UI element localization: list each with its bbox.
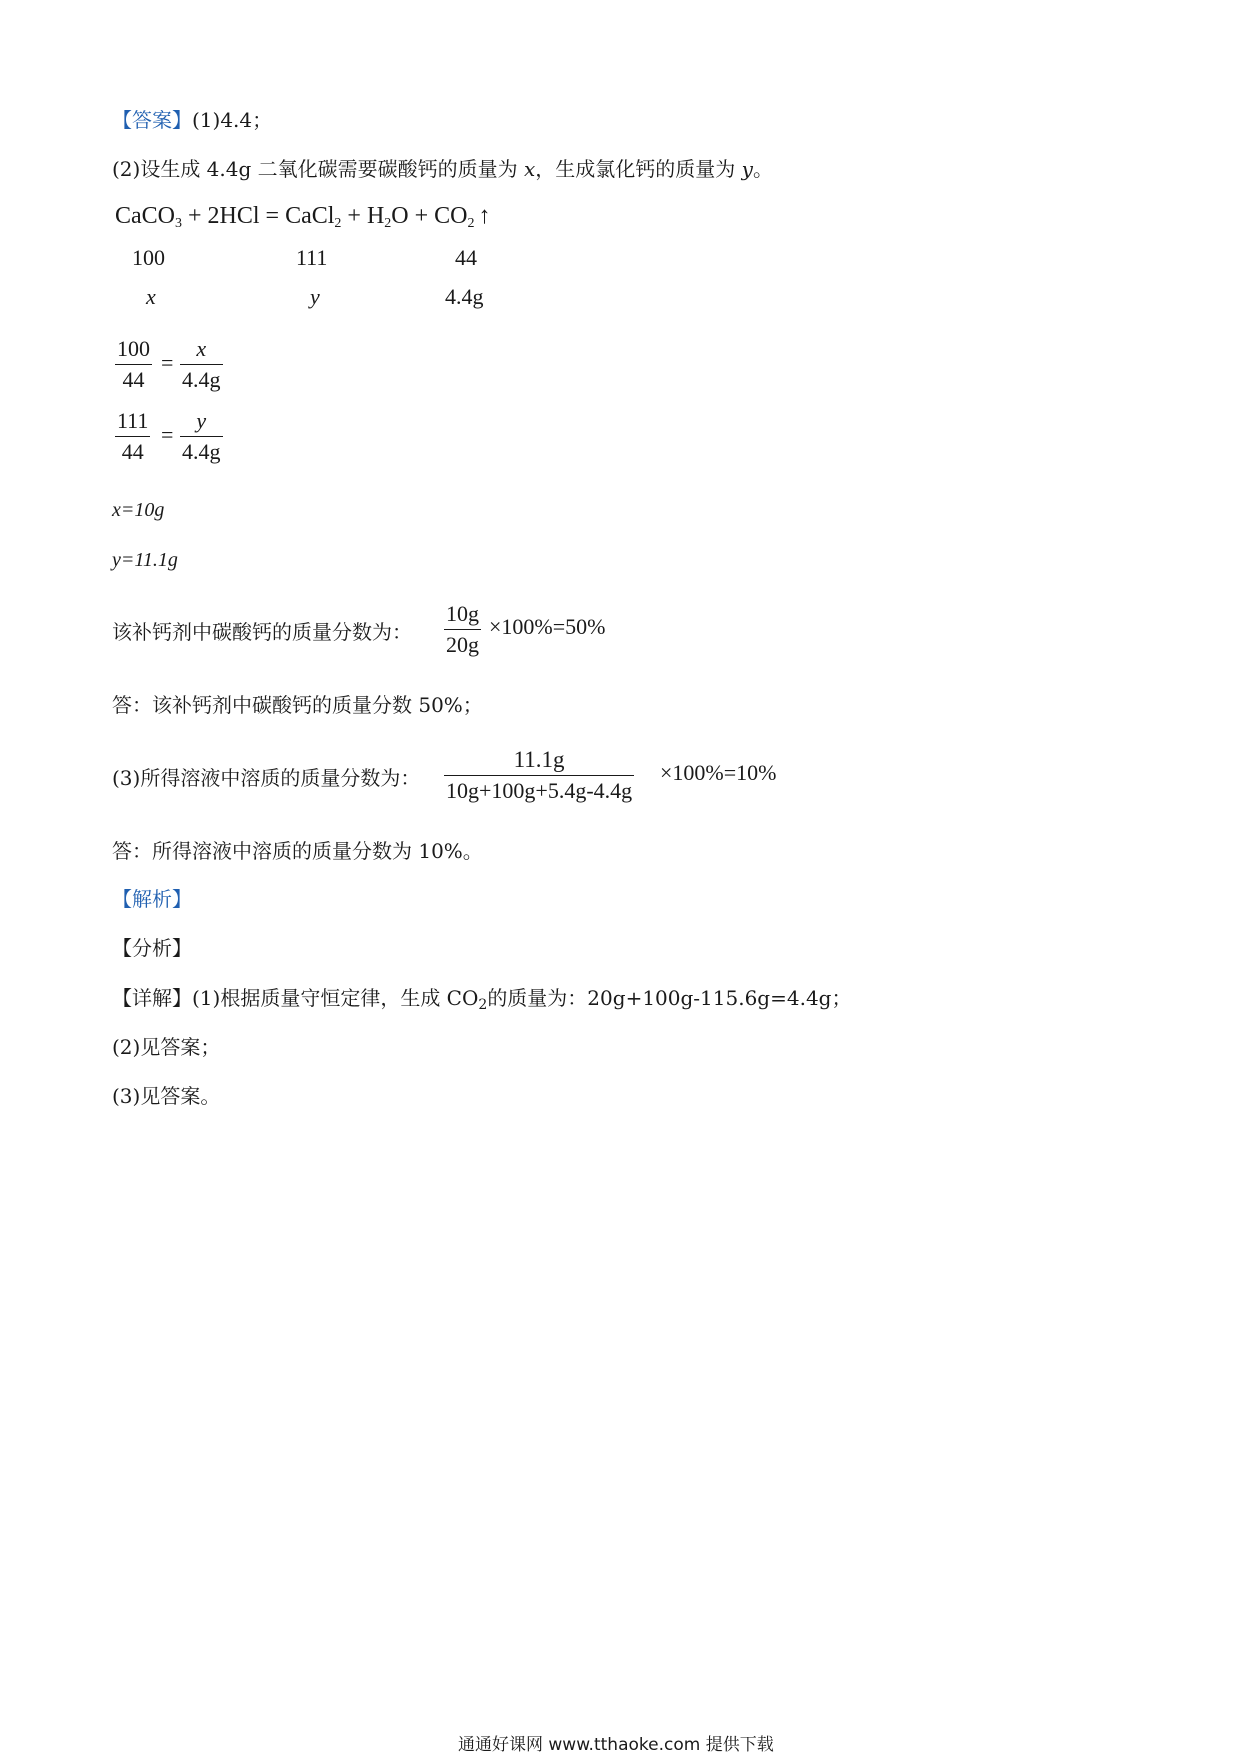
ratio1-right <box>180 334 223 395</box>
eq-sub3: 3 <box>175 216 182 231</box>
x-result: x=10g <box>112 499 165 521</box>
ratio2-den-left: 44 <box>121 439 144 464</box>
ratio2-num-left: 111 <box>117 408 149 433</box>
footer-text: 通通好课网 www.tthaoke.com 提供下载 <box>458 1735 774 1755</box>
up-arrow-icon: ↑ <box>478 203 491 229</box>
ratio1-den-right: 4.4g <box>182 367 221 392</box>
part2-text-c: 。 <box>752 157 773 181</box>
detail-text-b: 的质量为：20g+100g-115.6g=4.4g； <box>487 986 852 1010</box>
detail-line3: (3)见答案。 <box>112 1084 221 1108</box>
fenxi-label: 【分析】 <box>112 936 192 960</box>
ratio2-den-right: 4.4g <box>182 439 221 464</box>
unknown-y: y <box>310 284 320 309</box>
answer-label: 【答案】 <box>112 108 192 132</box>
eq-h: + H <box>341 203 385 229</box>
answer-line <box>112 107 272 133</box>
fraction-10g-20g <box>444 599 481 660</box>
var-x: x <box>524 157 536 181</box>
fraction-num: 10g <box>446 601 479 626</box>
eq-sub2b: 2 <box>384 216 392 231</box>
fraction-den: 20g <box>446 632 479 657</box>
detail-label: 【详解】 <box>112 986 192 1010</box>
unknown-x: x <box>146 284 156 309</box>
ratio2-equals: = <box>161 422 174 447</box>
part3-fraction <box>444 745 634 806</box>
eq-co: O + CO <box>391 203 468 229</box>
part2-text-a: (2)设生成 4.4g 二氧化碳需要碳酸钙的质量为 <box>112 157 525 181</box>
part2-intro <box>112 156 773 182</box>
eq-sub2a: 2 <box>334 216 342 231</box>
ratio2-num-right: y <box>196 408 207 433</box>
eq-caco: CaCO <box>115 203 175 229</box>
ratio1-equals: = <box>161 350 174 375</box>
detail-text-a: (1)根据质量守恒定律，生成 CO <box>192 986 479 1010</box>
detail-line <box>112 985 851 1018</box>
chemical-equation <box>115 203 491 232</box>
detail-line2: (2)见答案； <box>112 1035 221 1059</box>
unknown-mass: 4.4g <box>445 284 484 309</box>
ratio1-num-right: x <box>196 336 207 361</box>
part3-den: 10g+100g+5.4g-4.4g <box>446 778 633 803</box>
var-y: y <box>741 157 753 181</box>
mass-111: 111 <box>296 245 328 270</box>
part3-num: 11.1g <box>513 747 565 772</box>
detail-sub: 2 <box>478 997 488 1013</box>
analysis-label: 【解析】 <box>112 887 192 911</box>
eq-2hcl: + 2HCl = CaCl <box>182 203 335 229</box>
part3-prefix: (3)所得溶液中溶质的质量分数为： <box>112 766 421 790</box>
ratio1-num-left: 100 <box>117 336 150 361</box>
ratio2-left <box>115 406 150 467</box>
fraction-suffix: ×100%=50% <box>489 614 606 639</box>
answer3-line: 答：所得溶液中溶质的质量分数为 10%。 <box>112 839 483 863</box>
ratio2-right <box>180 406 223 467</box>
ratio1-den-left: 44 <box>122 367 145 392</box>
part3-suffix: ×100%=10% <box>660 760 777 785</box>
answer-part1: (1)4.4； <box>192 108 273 132</box>
mass-44: 44 <box>455 245 477 270</box>
answer2-line: 答：该补钙剂中碳酸钙的质量分数 50%； <box>112 693 483 717</box>
ratio1-left <box>115 334 152 395</box>
y-result: y=11.1g <box>112 549 178 571</box>
eq-sub2c: 2 <box>467 216 475 231</box>
part2-text-b: ，生成氯化钙的质量为 <box>535 157 742 181</box>
mass-100: 100 <box>132 245 165 270</box>
fraction-prefix: 该补钙剂中碳酸钙的质量分数为： <box>112 620 412 644</box>
